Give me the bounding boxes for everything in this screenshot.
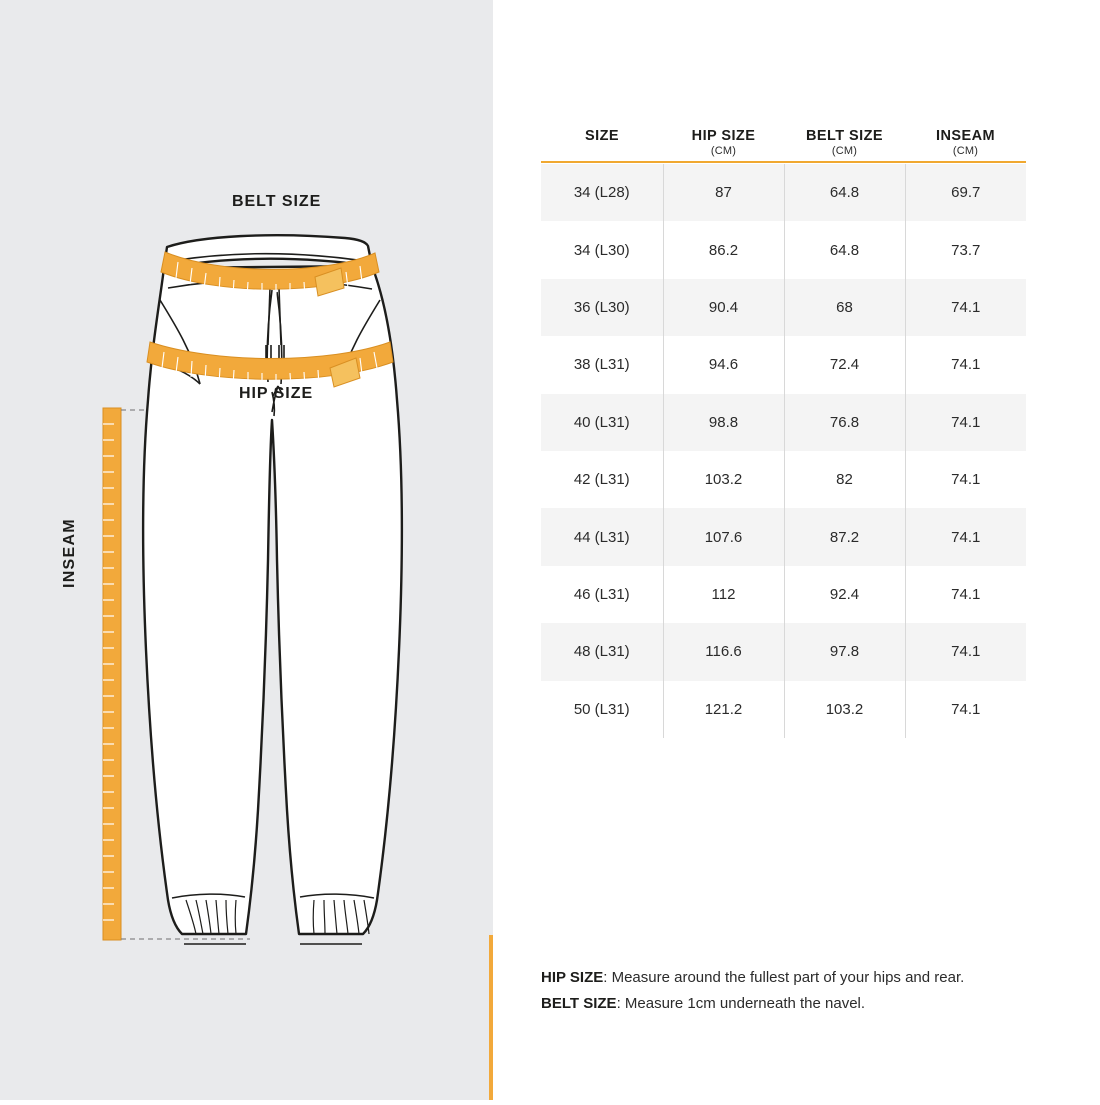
illustration-panel bbox=[0, 0, 493, 1100]
cell-belt: 87.2 bbox=[784, 508, 905, 565]
note-hip-term: HIP SIZE bbox=[541, 969, 604, 986]
cell-inseam: 74.1 bbox=[905, 508, 1026, 565]
cell-size: 48 (L31) bbox=[541, 623, 663, 680]
column-header-belt-unit: (CM) bbox=[831, 145, 858, 157]
table-row bbox=[541, 279, 1026, 336]
cell-hip: 86.2 bbox=[663, 221, 784, 278]
cell-belt: 97.8 bbox=[784, 623, 905, 680]
table-row bbox=[541, 221, 1026, 278]
cell-belt: 64.8 bbox=[784, 221, 905, 278]
cell-inseam: 74.1 bbox=[905, 623, 1026, 680]
cell-belt: 103.2 bbox=[784, 681, 905, 738]
column-header-hip-label: HIP SIZE bbox=[691, 128, 756, 144]
table-header-row bbox=[541, 128, 1026, 161]
column-header-size-label: SIZE bbox=[585, 128, 619, 144]
cell-belt: 64.8 bbox=[784, 164, 905, 221]
table-body bbox=[541, 164, 1026, 738]
note-belt-size bbox=[541, 991, 1071, 1017]
cell-hip: 103.2 bbox=[663, 451, 784, 508]
cell-hip: 98.8 bbox=[663, 394, 784, 451]
table-row bbox=[541, 566, 1026, 623]
table-row bbox=[541, 164, 1026, 221]
cell-size: 44 (L31) bbox=[541, 508, 663, 565]
cell-inseam: 74.1 bbox=[905, 394, 1026, 451]
column-header-inseam-label: INSEAM bbox=[935, 128, 995, 144]
cell-belt: 72.4 bbox=[784, 336, 905, 393]
column-header-size bbox=[541, 128, 663, 161]
cell-size: 42 (L31) bbox=[573, 471, 630, 489]
table-row bbox=[541, 394, 1026, 451]
cell-hip: 116.6 bbox=[663, 623, 784, 680]
header-rule-line bbox=[541, 161, 1026, 163]
cell-size: 34 (L30) bbox=[573, 241, 630, 259]
cell-size: 34 (L28) bbox=[541, 164, 663, 221]
cell-hip: 87 bbox=[663, 164, 784, 221]
column-header-belt bbox=[784, 128, 905, 161]
cell-inseam: 74.1 bbox=[905, 336, 1026, 393]
cell-size: 38 (L31) bbox=[573, 356, 630, 374]
belt-size-label: BELT SIZE bbox=[232, 193, 322, 210]
note-belt-text: : Measure 1cm underneath the navel. bbox=[616, 995, 866, 1013]
trousers-illustration bbox=[0, 0, 493, 1100]
column-header-inseam-unit: (CM) bbox=[952, 145, 979, 157]
column-header-hip-unit: (CM) bbox=[710, 145, 737, 157]
cell-inseam: 69.7 bbox=[905, 164, 1026, 221]
note-hip-size bbox=[541, 965, 1071, 991]
cell-hip: 112 bbox=[663, 566, 784, 623]
measurements-panel bbox=[493, 0, 1100, 1100]
size-chart-table bbox=[541, 128, 1026, 738]
hip-size-label: HIP SIZE bbox=[239, 385, 314, 402]
table-row bbox=[541, 681, 1026, 738]
cell-size: 40 (L31) bbox=[541, 394, 663, 451]
table-row bbox=[541, 508, 1026, 565]
cell-inseam: 74.1 bbox=[905, 566, 1026, 623]
inseam-ruler-icon bbox=[103, 408, 121, 940]
cell-belt: 82 bbox=[784, 451, 905, 508]
table-row bbox=[541, 336, 1026, 393]
cell-size: 36 (L30) bbox=[541, 279, 663, 336]
cell-belt: 92.4 bbox=[784, 566, 905, 623]
note-belt-term: BELT SIZE bbox=[541, 995, 617, 1013]
cell-inseam: 74.1 bbox=[905, 279, 1026, 336]
cell-hip: 107.6 bbox=[663, 508, 784, 565]
cell-belt: 68 bbox=[784, 279, 905, 336]
measurement-notes bbox=[541, 965, 1071, 1018]
cell-hip: 90.4 bbox=[663, 279, 784, 336]
table-header bbox=[541, 128, 1026, 164]
cell-belt: 76.8 bbox=[784, 394, 905, 451]
table-row bbox=[541, 451, 1026, 508]
cell-inseam: 74.1 bbox=[905, 451, 1026, 508]
cell-hip: 94.6 bbox=[663, 336, 784, 393]
inseam-label: INSEAM bbox=[61, 518, 78, 588]
cell-hip: 121.2 bbox=[663, 681, 784, 738]
trousers-outline bbox=[143, 235, 402, 934]
column-header-belt-label: BELT SIZE bbox=[806, 128, 883, 144]
cell-size: 50 (L31) bbox=[573, 700, 630, 718]
cell-size: 46 (L31) bbox=[573, 585, 630, 603]
note-hip-text: : Measure around the fullest part of your hips and rear. bbox=[603, 969, 965, 986]
column-header-inseam bbox=[905, 128, 1026, 161]
table-row bbox=[541, 623, 1026, 680]
column-header-hip bbox=[663, 128, 784, 161]
cell-inseam: 74.1 bbox=[905, 681, 1026, 738]
cell-inseam: 73.7 bbox=[905, 221, 1026, 278]
